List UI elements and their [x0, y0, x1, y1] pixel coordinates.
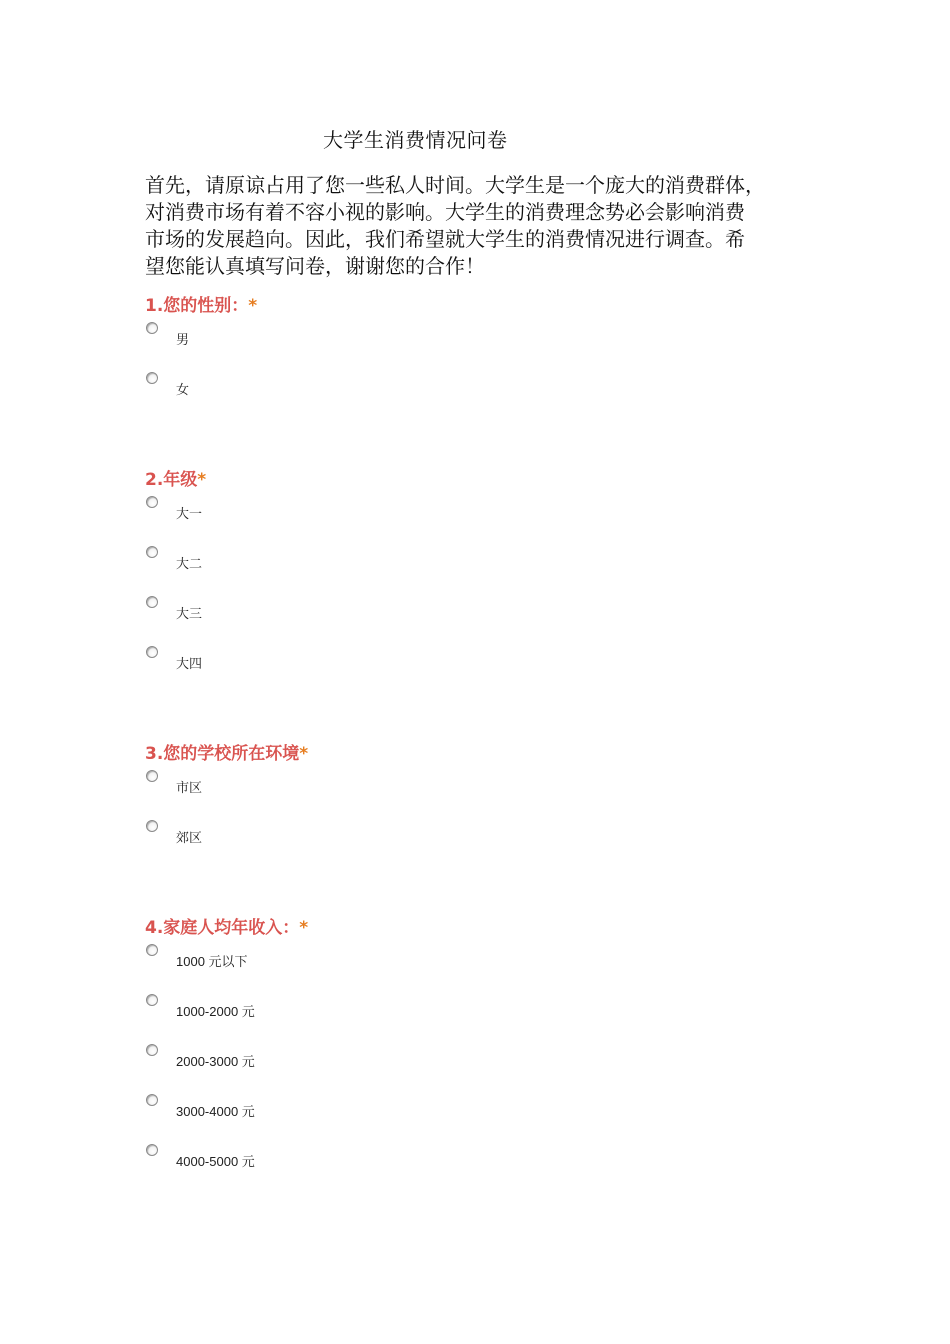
- option-label: 1000-2000 元: [176, 1004, 255, 1019]
- option-label: 2000-3000 元: [176, 1054, 255, 1069]
- radio-button[interactable]: [146, 322, 158, 334]
- radio-button[interactable]: [146, 1044, 158, 1056]
- option-label: 4000-5000 元: [176, 1154, 255, 1169]
- question-title: 4.家庭人均年收入：*: [145, 918, 309, 938]
- intro-line: 首先，请原谅占用了您一些私人时间。大学生是一个庞大的消费群体，: [145, 173, 765, 197]
- radio-button[interactable]: [146, 944, 158, 956]
- question-title: 3.您的学校所在环境*: [145, 744, 309, 764]
- option-senior[interactable]: [145, 646, 206, 696]
- question-school-location: [145, 742, 308, 870]
- survey-title: 大学生消费情况问卷: [323, 128, 508, 152]
- option-label: 大一: [176, 506, 203, 521]
- radio-button[interactable]: [146, 1144, 158, 1156]
- option-label: 1000 元以下: [176, 954, 248, 969]
- radio-button[interactable]: [146, 820, 158, 832]
- radio-button[interactable]: [146, 596, 158, 608]
- question-title: 1.您的性别：*: [145, 296, 258, 316]
- radio-button[interactable]: [146, 770, 158, 782]
- required-mark: *: [197, 470, 207, 490]
- option-label: 3000-4000 元: [176, 1104, 255, 1119]
- question-grade: [145, 468, 206, 696]
- option-urban[interactable]: [145, 770, 308, 820]
- option-freshman[interactable]: [145, 496, 206, 546]
- radio-button[interactable]: [146, 646, 158, 658]
- option-suburban[interactable]: [145, 820, 308, 870]
- option-female[interactable]: [145, 372, 257, 422]
- option-male[interactable]: [145, 322, 257, 372]
- question-gender: [145, 294, 257, 422]
- question-title: 2.年级*: [145, 470, 207, 490]
- option-income-1[interactable]: [145, 944, 308, 994]
- option-income-3[interactable]: [145, 1044, 308, 1094]
- question-family-income: [145, 916, 308, 1194]
- option-label: 市区: [176, 780, 203, 795]
- intro-line: 望您能认真填写问卷，谢谢您的合作！: [145, 254, 485, 278]
- intro-line: 对消费市场有着不容小视的影响。大学生的消费理念势必会影响消费: [145, 200, 745, 224]
- required-mark: *: [299, 744, 309, 764]
- radio-button[interactable]: [146, 994, 158, 1006]
- option-income-5[interactable]: [145, 1144, 308, 1194]
- option-label: 男: [176, 332, 190, 347]
- option-label: 大三: [176, 606, 203, 621]
- radio-button[interactable]: [146, 546, 158, 558]
- option-income-2[interactable]: [145, 994, 308, 1044]
- radio-button[interactable]: [146, 1094, 158, 1106]
- required-mark: *: [299, 918, 309, 938]
- option-label: 大二: [176, 556, 203, 571]
- option-sophomore[interactable]: [145, 546, 206, 596]
- option-label: 郊区: [176, 830, 203, 845]
- option-income-4[interactable]: [145, 1094, 308, 1144]
- option-label: 大四: [176, 656, 203, 671]
- intro-paragraph: [145, 172, 825, 280]
- radio-button[interactable]: [146, 372, 158, 384]
- intro-line: 市场的发展趋向。因此，我们希望就大学生的消费情况进行调查。希: [145, 227, 745, 251]
- option-label: 女: [176, 382, 190, 397]
- required-mark: *: [248, 296, 258, 316]
- option-junior[interactable]: [145, 596, 206, 646]
- radio-button[interactable]: [146, 496, 158, 508]
